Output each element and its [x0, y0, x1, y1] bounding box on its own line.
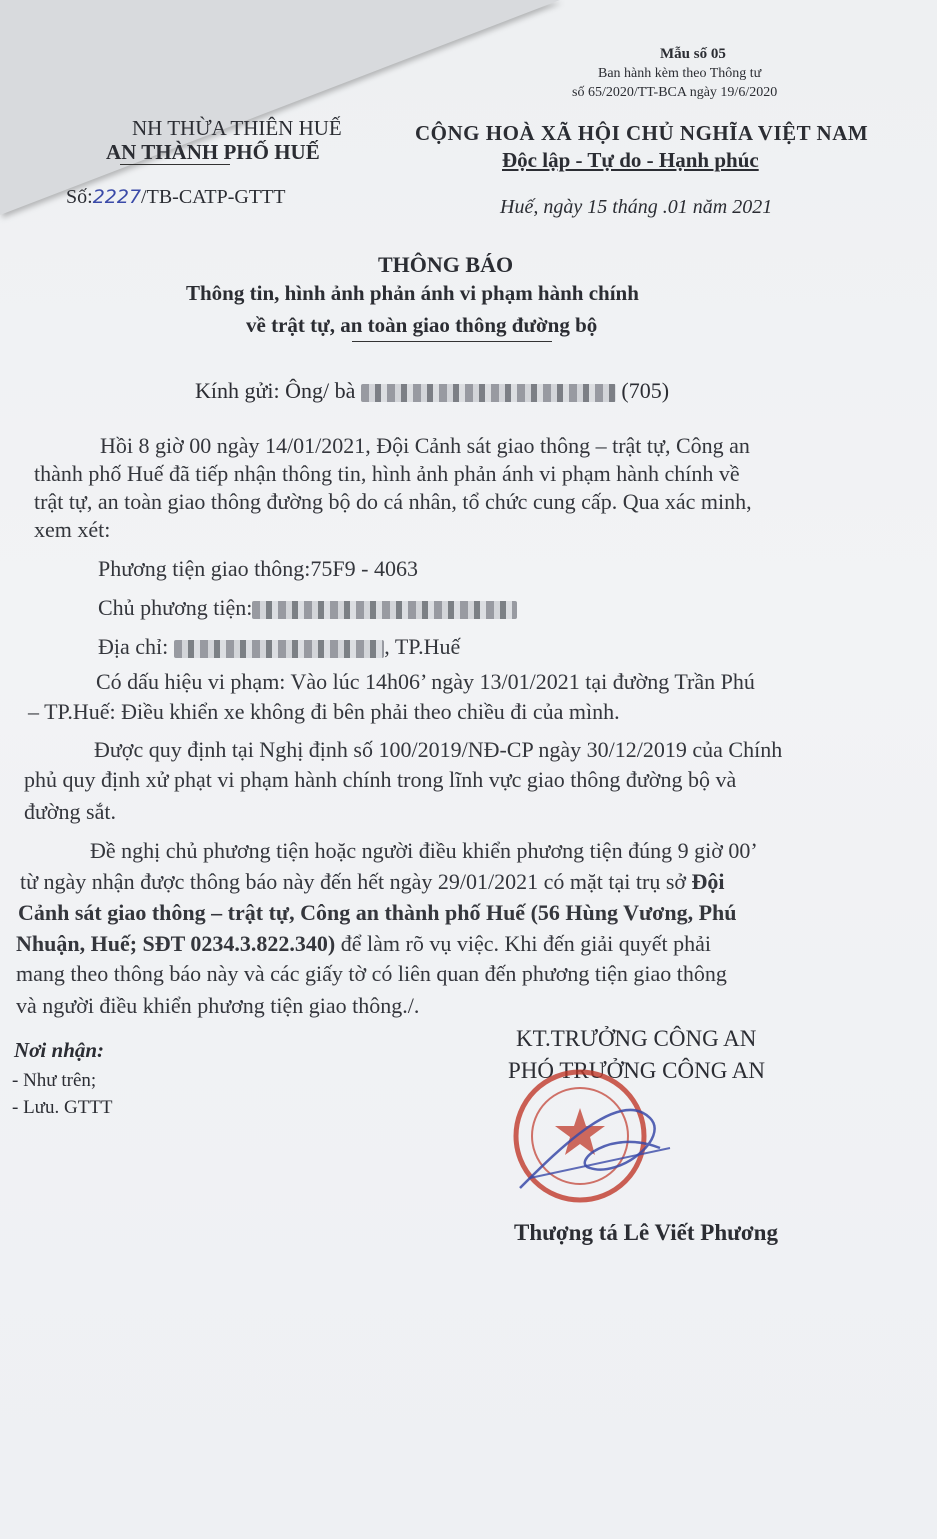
sign-title-1: KT.TRƯỞNG CÔNG AN	[516, 1026, 757, 1051]
redacted-address	[174, 640, 384, 658]
doc-number	[66, 186, 285, 209]
issued-with: Ban hành kèm theo Thông tư	[598, 66, 762, 81]
owner-line	[98, 592, 517, 623]
recipient-item-2: - Lưu. GTTT	[12, 1097, 113, 1118]
request-l4	[16, 928, 711, 959]
request-l6: và người điều khiển phương tiện giao thông./.	[16, 993, 420, 1018]
request-l2-text: từ ngày nhận được thông báo này đến hết ngày 29/01/2021 có mặt tại trụ sở	[20, 869, 692, 894]
regulation-l1: Được quy định tại Nghị định số 100/2019/NĐ-CP ngày 30/12/2019 của Chính	[94, 737, 783, 762]
circular-ref: số 65/2020/TT-BCA ngày 19/6/2020	[572, 85, 778, 100]
recipient-line	[195, 378, 669, 404]
request-l2	[20, 866, 725, 897]
redacted-name	[361, 384, 616, 402]
recipient-item-1: - Như trên;	[12, 1070, 97, 1091]
notice-subtitle-2: về trật tự, an toàn giao thông đường bộ	[246, 313, 598, 337]
date-line: Huế, ngày 15 tháng .01 năm 2021	[500, 196, 773, 218]
address-label: Địa chỉ:	[98, 634, 169, 659]
signer-name: Thượng tá Lê Viết Phương	[514, 1220, 778, 1245]
request-l4-bold: Nhuận, Huế; SĐT 0234.3.822.340)	[16, 931, 336, 956]
doc-number-handwritten: 2227	[92, 186, 142, 208]
agency-line2: AN THÀNH PHỐ HUẾ	[106, 140, 320, 164]
agency-line1: NH THỪA THIÊN HUẾ	[132, 116, 342, 140]
notice-title: THÔNG BÁO	[378, 252, 514, 277]
vehicle-line: Phương tiện giao thông:75F9 - 4063	[98, 556, 418, 581]
body-p1-l1: Hồi 8 giờ 00 ngày 14/01/2021, Đội Cảnh sát giao thông – trật tự, Công an	[100, 433, 750, 458]
address-suffix: , TP.Huế	[384, 634, 461, 659]
title-underline	[352, 341, 552, 342]
doc-number-suffix: /TB-CATP-GTTT	[141, 186, 286, 208]
recipients-title: Nơi nhận:	[14, 1038, 105, 1062]
body-p1-l4: xem xét:	[34, 517, 111, 542]
form-number: Mẫu số 05	[660, 46, 726, 62]
body-p1-l3: trật tự, an toàn giao thông đường bộ do cá nhân, tổ chức cung cấp. Qua xác minh,	[34, 489, 752, 514]
violation-l2: – TP.Huế: Điều khiển xe không đi bên phải theo chiều đi của mình.	[28, 699, 620, 724]
folded-corner	[0, 0, 560, 215]
official-stamp	[500, 1068, 680, 1206]
body-p1-l2: thành phố Huế đã tiếp nhận thông tin, hình ảnh phản ánh vi phạm hành chính về	[34, 461, 740, 486]
request-l3: Cảnh sát giao thông – trật tự, Công an thành phố Huế (56 Hùng Vương, Phú	[18, 900, 737, 925]
notice-subtitle-1: Thông tin, hình ảnh phản ánh vi phạm hành chính	[186, 281, 639, 305]
regulation-l3: đường sắt.	[24, 799, 116, 824]
owner-label: Chủ phương tiện:	[98, 595, 253, 620]
violation-l1: Có dấu hiệu vi phạm: Vào lúc 14h06’ ngày 13/01/2021 tại đường Trần Phú	[96, 669, 755, 694]
request-l1: Đề nghị chủ phương tiện hoặc người điều khiển phương tiện đúng 9 giờ 00’	[90, 838, 758, 863]
sign-title-2: PHÓ TRƯỞNG CÔNG AN	[508, 1058, 766, 1083]
request-l5: mang theo thông báo này và các giấy tờ có liên quan đến phương tiện giao thông	[16, 961, 727, 986]
agency-underline	[120, 164, 230, 165]
country-name: CỘNG HOÀ XÃ HỘI CHỦ NGHĨA VIỆT NAM	[415, 121, 869, 145]
doc-number-prefix: Số:	[66, 186, 93, 208]
request-l4-text: để làm rõ vụ việc. Khi đến giải quyết phải	[335, 931, 711, 956]
request-l2-bold: Đội	[691, 869, 725, 894]
recipient-code: (705)	[621, 378, 670, 403]
redacted-owner	[252, 601, 517, 619]
motto: Độc lập - Tự do - Hạnh phúc	[502, 148, 759, 172]
recipient-label: Kính gửi: Ông/ bà	[195, 378, 356, 403]
address-line	[98, 631, 460, 662]
regulation-l2: phủ quy định xử phạt vi phạm hành chính trong lĩnh vực giao thông đường bộ và	[24, 767, 737, 792]
